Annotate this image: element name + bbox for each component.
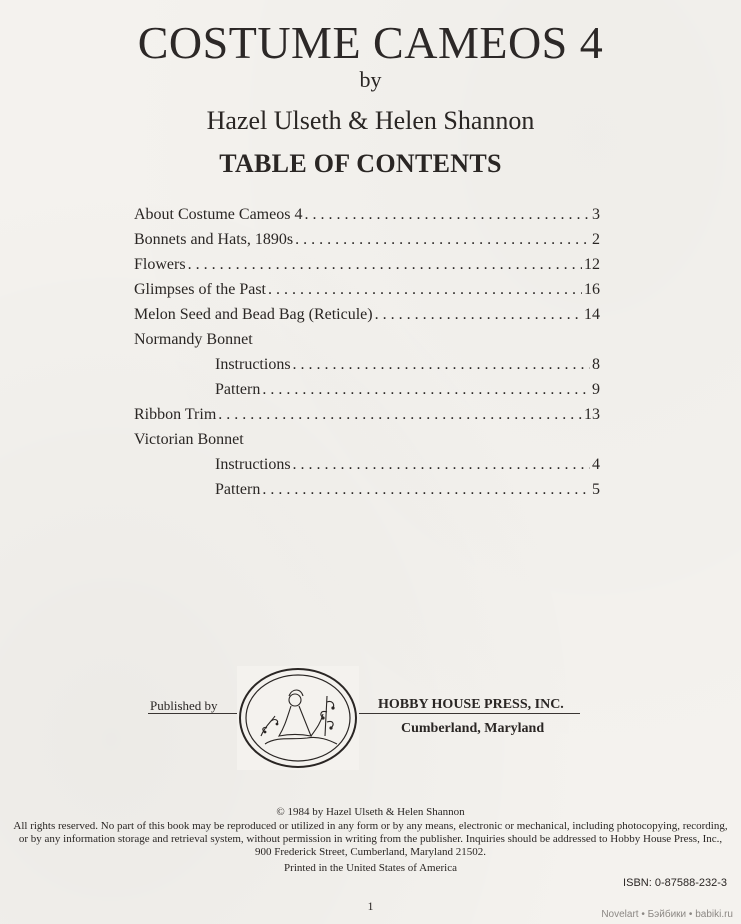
toc-leader-dots — [293, 456, 590, 474]
publisher-city: Cumberland, Maryland — [401, 721, 545, 736]
toc-entry — [134, 406, 600, 431]
toc-leader-dots — [188, 256, 582, 274]
toc-leader-dots — [304, 206, 590, 224]
toc-entry-page: 5 — [592, 481, 600, 498]
authors: Hazel Ulseth & Helen Shannon — [206, 106, 535, 135]
toc-entry-label: Glimpses of the Past — [134, 281, 266, 298]
toc-entry — [134, 456, 600, 481]
toc-leader-dots — [262, 381, 590, 399]
toc-entry-page: 9 — [592, 381, 600, 398]
by-line: by — [359, 67, 382, 92]
toc-entry-label: Pattern — [215, 381, 261, 398]
toc-entry — [134, 481, 600, 506]
toc-entry-page: 14 — [584, 306, 600, 323]
publisher-name: HOBBY HOUSE PRESS, INC. — [378, 697, 564, 712]
toc-leader-dots — [268, 281, 582, 299]
cameo-emblem — [237, 666, 359, 770]
toc-entry — [134, 381, 600, 406]
toc-entry-page: 12 — [584, 256, 600, 273]
copyright-line: © 1984 by Hazel Ulseth & Helen Shannon — [276, 806, 465, 818]
toc-entry-label: Melon Seed and Bead Bag (Reticule) — [134, 306, 373, 323]
toc-leader-dots — [295, 231, 590, 249]
book-title: COSTUME CAMEOS 4 — [137, 17, 604, 68]
toc-leader-dots — [262, 481, 590, 499]
toc-entry — [134, 231, 600, 256]
toc-entry-label: Bonnets and Hats, 1890s — [134, 231, 294, 248]
toc-entry-label: Instructions — [215, 356, 291, 373]
toc-entry-label: Normandy Bonnet — [134, 331, 253, 348]
published-by-label: Published by — [150, 698, 218, 713]
toc-heading: TABLE OF CONTENTS — [219, 149, 502, 178]
toc-entry-label: Flowers — [134, 256, 186, 273]
toc-entry-label: Ribbon Trim — [134, 406, 217, 423]
toc-entry-label: Victorian Bonnet — [134, 431, 244, 448]
toc-entry-page: 4 — [592, 456, 600, 473]
toc-entry-page: 13 — [584, 406, 600, 423]
isbn: ISBN: 0-87588-232-3 — [623, 877, 727, 889]
toc-leader-dots — [293, 356, 590, 374]
toc-entry-page: 16 — [584, 281, 600, 298]
toc-entry-page: 8 — [592, 356, 600, 373]
toc-entry — [134, 331, 600, 356]
rights-notice: All rights reserved. No part of this book may be reproduced or utilized in any form or by any means, electronic or mechanical, including photocopying, recording, or by any information storage and retrieval system, without permission in writing from the publisher. Inquiries should be addressed to Hobby House Press, Inc., 900 Frederick Street, Cumberland, Maryland 21502. — [13, 820, 728, 858]
toc-entry-page: 3 — [592, 206, 600, 223]
toc-leader-dots — [375, 306, 582, 324]
toc-entry — [134, 306, 600, 331]
site-watermark: Novelart • Бэйбики • babiki.ru — [601, 909, 733, 920]
toc-entry — [134, 431, 600, 456]
toc-entry — [134, 356, 600, 381]
toc-entry-page: 2 — [592, 231, 600, 248]
toc-entry — [134, 256, 600, 281]
toc-entry-label: Instructions — [215, 456, 291, 473]
printed-in-line: Printed in the United States of America — [284, 862, 457, 874]
toc-leader-dots — [218, 406, 582, 424]
toc-entry — [134, 281, 600, 306]
page-number: 1 — [367, 899, 374, 913]
toc-entry-label: Pattern — [215, 481, 261, 498]
toc-entry — [134, 206, 600, 231]
toc-entry-label: About Costume Cameos 4 — [134, 206, 303, 223]
table-of-contents — [134, 206, 600, 506]
